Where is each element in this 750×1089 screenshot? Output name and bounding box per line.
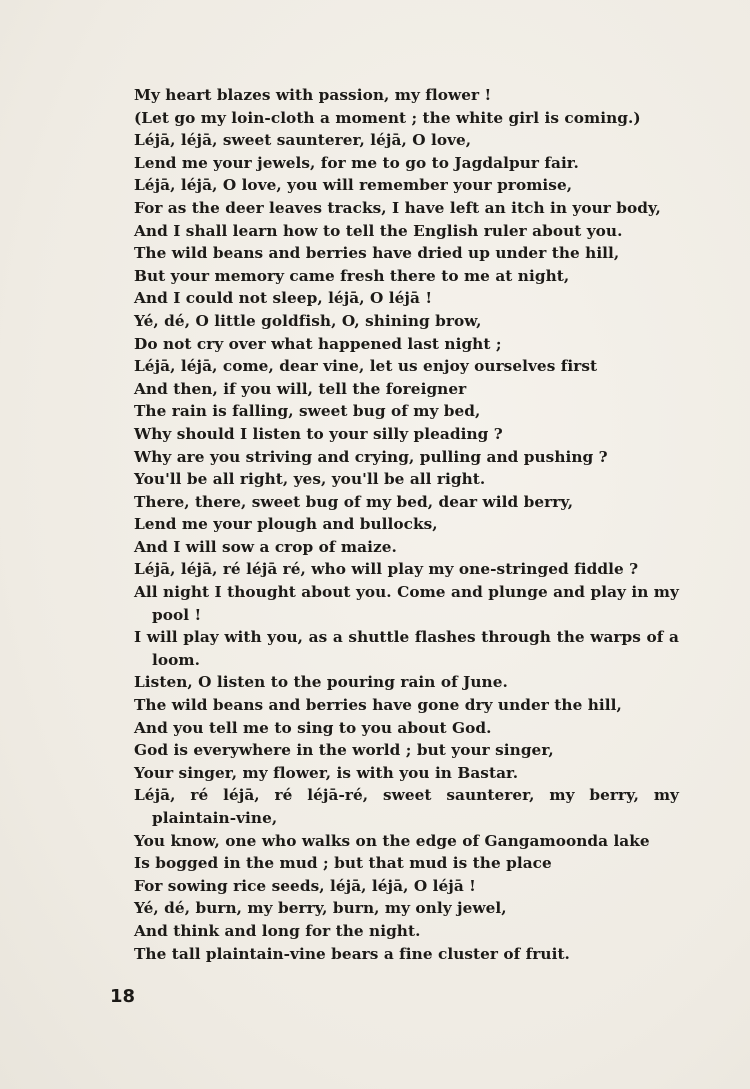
poem-line: And you tell me to sing to you about God. bbox=[134, 718, 492, 737]
poem-line: All night I thought about you. Come and plunge and play in my pool ! bbox=[134, 583, 679, 624]
poem-line: Why are you striving and crying, pulling and pushing ? bbox=[134, 447, 608, 466]
poem-line: Yé, dé, O little goldfish, O, shining brow, bbox=[134, 311, 482, 330]
poem-line: For sowing rice seeds, léjā, léjā, O léjā ! bbox=[134, 876, 476, 895]
poem-line: The wild beans and berries have gone dry under the hill, bbox=[134, 696, 622, 715]
poem-line: For as the deer leaves tracks, I have left an itch in your body, bbox=[134, 198, 661, 217]
poem-line: Yé, dé, burn, my berry, burn, my only jewel, bbox=[134, 899, 507, 918]
poem-line: The wild beans and berries have dried up under the hill, bbox=[134, 244, 620, 263]
poem-line: But your memory came fresh there to me at night, bbox=[134, 266, 570, 285]
poem-line: Your singer, my flower, is with you in Bastar. bbox=[134, 763, 519, 782]
poem-line: I will play with you, as a shuttle flashes through the warps of a loom. bbox=[134, 628, 679, 669]
poem-line: Do not cry over what happened last night ; bbox=[134, 334, 502, 353]
poem-line: Léjā, léjā, come, dear vine, let us enjoy ourselves first bbox=[134, 357, 598, 376]
poem-line: And then, if you will, tell the foreigner bbox=[134, 379, 467, 398]
poem-line: You know, one who walks on the edge of Gangamoonda lake bbox=[134, 831, 650, 850]
poem-line: And I could not sleep, léjā, O léjā ! bbox=[134, 289, 433, 308]
page-number: 18 bbox=[110, 986, 136, 1007]
poem-line: Léjā, léjā, O love, you will remember your promise, bbox=[134, 176, 573, 195]
poem-line: And I will sow a crop of maize. bbox=[134, 537, 397, 556]
poem-line: And I shall learn how to tell the English ruler about you. bbox=[134, 221, 623, 240]
poem-line: Léjā, léjā, sweet saunterer, léjā, O love, bbox=[134, 131, 472, 150]
poem-line: Lend me your plough and bullocks, bbox=[134, 515, 438, 534]
poem-line: Léjā, ré léjā, ré léjā-ré, sweet saunterer, my berry, my plaintain-vine, bbox=[134, 786, 679, 827]
poem-line: Is bogged in the mud ; but that mud is the place bbox=[134, 854, 552, 873]
poem-line: God is everywhere in the world ; but your singer, bbox=[134, 741, 554, 760]
poem-line: The tall plaintain-vine bears a fine cluster of fruit. bbox=[134, 944, 570, 963]
poem-line: (Let go my loin-cloth a moment ; the white girl is coming.) bbox=[134, 108, 641, 127]
poem-line: Listen, O listen to the pouring rain of June. bbox=[134, 673, 508, 692]
poem-line: Lend me your jewels, for me to go to Jagdalpur fair. bbox=[134, 153, 579, 172]
poem-line: The rain is falling, sweet bug of my bed, bbox=[134, 402, 481, 421]
poem-line: There, there, sweet bug of my bed, dear wild berry, bbox=[134, 492, 574, 511]
poem-line: Léjā, léjā, ré léjā ré, who will play my one-stringed fiddle ? bbox=[134, 560, 639, 579]
poem-line: Why should I listen to your silly pleading ? bbox=[134, 424, 503, 443]
poem-line: You'll be all right, yes, you'll be all right. bbox=[134, 470, 486, 489]
poem-line: My heart blazes with passion, my flower ! bbox=[134, 86, 492, 104]
poem-text bbox=[134, 84, 679, 965]
poem-line: And think and long for the night. bbox=[134, 921, 421, 940]
